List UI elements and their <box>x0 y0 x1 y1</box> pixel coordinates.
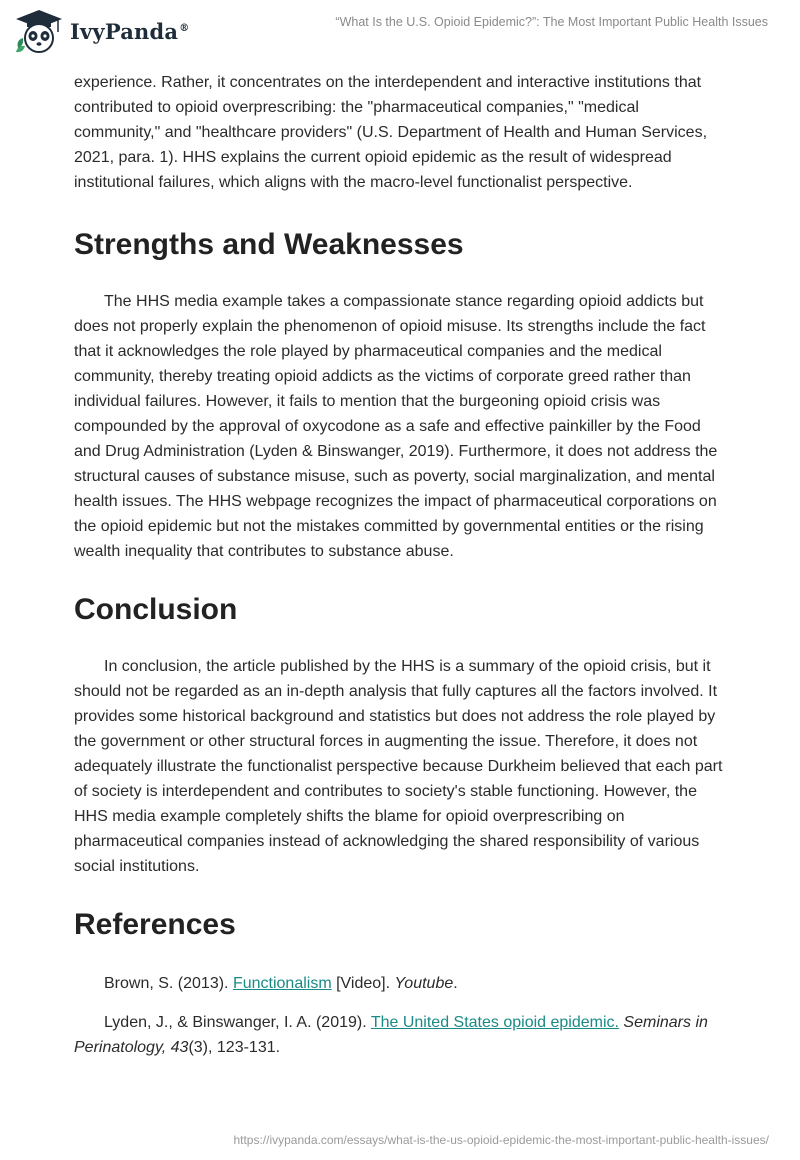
document-title: “What Is the U.S. Opioid Epidemic?”: The Most Important Public Health Issues <box>335 15 768 29</box>
strengths-heading: Strengths and Weaknesses <box>74 228 464 261</box>
essay-body <box>74 70 724 1074</box>
reference-link-functionalism[interactable]: Functionalism <box>232 975 332 992</box>
footer-source-url: https://ivypanda.com/essays/what-is-the-us-opioid-epidemic-the-most-important-public-health-issues/ <box>233 1133 769 1147</box>
reference-item: Brown, S. (2013). Functionalism [Video]. Youtube. <box>104 975 458 992</box>
conclusion-heading: Conclusion <box>74 593 238 626</box>
references-heading: References <box>74 908 236 941</box>
strengths-paragraph: The HHS media example takes a compassionate stance regarding opioid addicts but does not properly explain the phenomenon of opioid misuse. Its strengths include the fact that it acknowledges the role played by pharmaceutical companies and the medical community, thereby treating opioid addicts as the victims of corporate greed rather than individual failures. However, it fails to mention that the burgeoning opioid crisis was compounded by the approval of oxycodone as a safe and effective painkiller by the Food and Drug Administration (Lyden & Binswanger, 2019). Furthermore, it does not address the structural causes of substance misuse, such as poverty, social marginalization, and mental health issues. The HHS webpage recognizes the impact of pharmaceutical corporations on the opioid epidemic but not the mistakes committed by governmental entities or the rising wealth inequality that contributes to substance abuse. <box>74 293 718 560</box>
brand-name: IvyPanda® <box>70 18 190 44</box>
panda-graduate-icon <box>14 8 64 54</box>
conclusion-paragraph: In conclusion, the article published by the HHS is a summary of the opioid crisis, but it should not be regarded as an in-depth analysis that fully captures all the factors involved. It provides some historical background and statistics but does not address the role played by the government or other structural forces in augmenting the issue. Therefore, it does not adequately illustrate the functionalist perspective because Durkheim believed that each part of society is interdependent and contributes to society's stable functioning. However, the HHS media example completely shifts the blame for opioid overprescribing on pharmaceutical companies instead of acknowledging the shared responsibility of various social institutions. <box>74 658 723 875</box>
intro-paragraph: experience. Rather, it concentrates on the interdependent and interactive institutions that contributed to opioid overprescribing: the "pharmaceutical companies," "medical community," and "healthcare providers" (U.S. Department of Health and Human Services, 2021, para. 1). HHS explains the current opioid epidemic as the result of widespread institutional failures, which aligns with the macro-level functionalist perspective. <box>74 74 708 191</box>
reference-link-opioid-epidemic[interactable]: The United States opioid epidemic. <box>370 1014 619 1031</box>
brand-logo[interactable] <box>14 8 189 54</box>
reference-item: Lyden, J., & Binswanger, I. A. (2019). The United States opioid epidemic. Seminars in Perinatology, 43(3), 123-131. <box>74 1014 708 1056</box>
page-header <box>0 0 800 64</box>
